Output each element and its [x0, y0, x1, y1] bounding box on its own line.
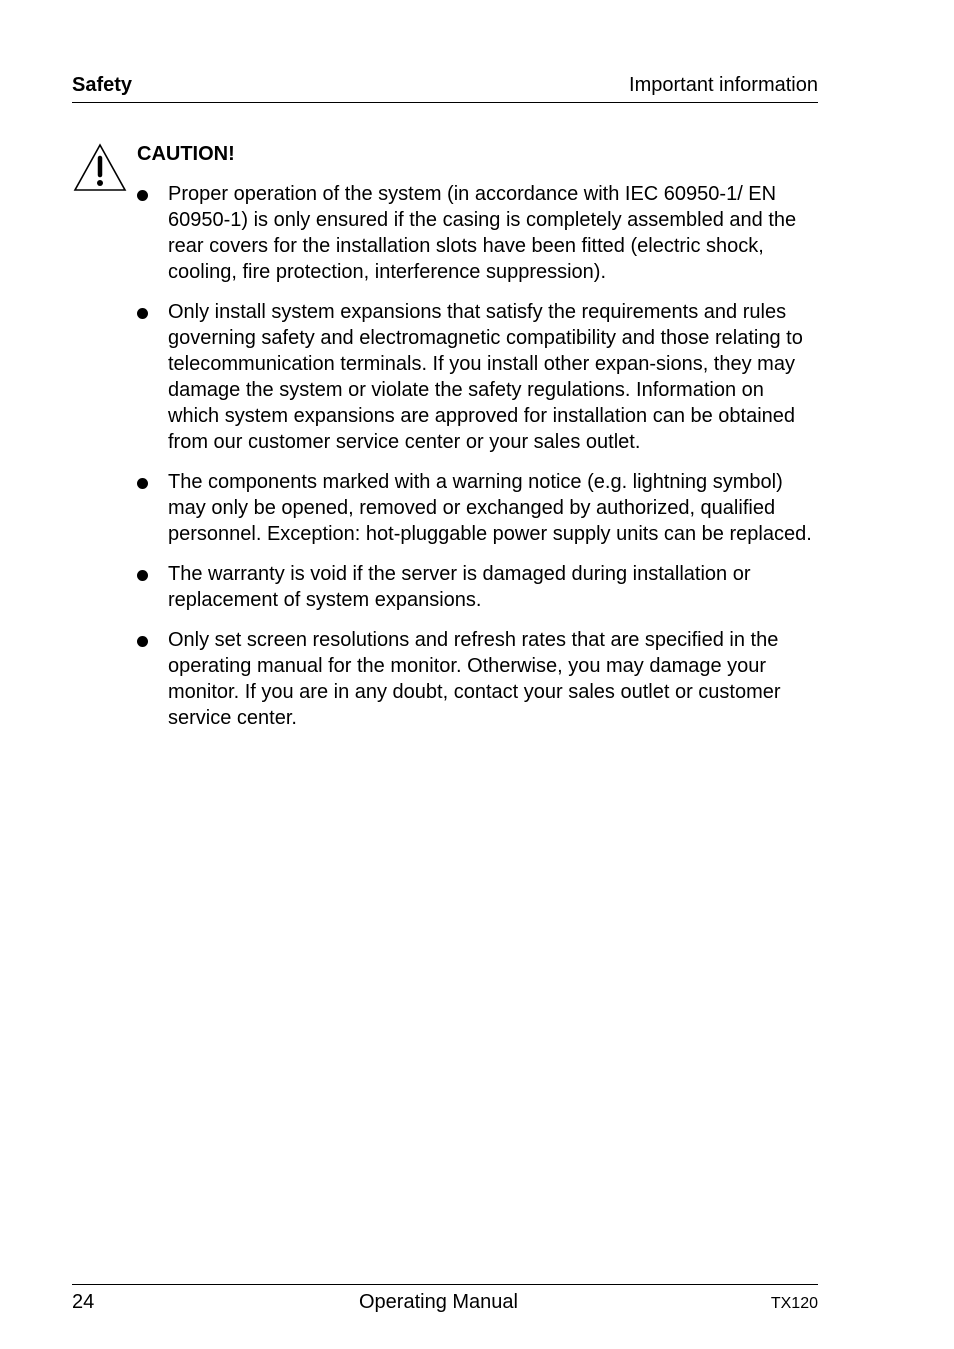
list-item-text: The components marked with a warning notice (e.g. lightning symbol) may only be opened, removed or exchanged by authorized, qualified personnel. Exception: hot-pluggable power supply units can be replaced. — [168, 471, 812, 545]
bullet-icon — [137, 308, 148, 319]
caution-list — [137, 181, 818, 745]
list-item-text: Only set screen resolutions and refresh rates that are specified in the operating manual for the monitor. Otherwise, you may damage your monitor. If you are in any doubt, contact your sales outlet or customer service center. — [168, 629, 781, 729]
list-item — [137, 469, 818, 547]
bullet-icon — [137, 636, 148, 647]
list-item — [137, 299, 818, 455]
warning-triangle-icon — [72, 142, 128, 194]
manual-title: Operating Manual — [359, 1291, 518, 1313]
page-header — [72, 72, 818, 103]
list-item — [137, 561, 818, 613]
list-item-text: Only install system expansions that satisfy the requirements and rules governing safety and electromagnetic compatibility and those relating to telecommunication terminals. If you install other expan-sions, they may damage the system or violate the safety regulations. Information on which system expansions are approved for installation can be obtained from our customer service center or your sales outlet. — [168, 301, 803, 453]
topic-title: Important information — [629, 74, 818, 96]
model-name: TX120 — [770, 1295, 818, 1312]
page-footer — [72, 1284, 818, 1321]
list-item — [137, 181, 818, 285]
caution-heading: CAUTION! — [137, 143, 235, 165]
bullet-icon — [137, 570, 148, 581]
list-item-text: Proper operation of the system (in accordance with IEC 60950-1/ EN 60950-1) is only ensured if the casing is completely assembled and the rear covers for the installation slots have been fitted (electric shock, cooling, fire protection, interference suppression). — [168, 183, 797, 283]
list-item — [137, 627, 818, 731]
page-number: 24 — [72, 1291, 95, 1313]
section-title: Safety — [72, 74, 133, 96]
bullet-icon — [137, 190, 148, 201]
bullet-icon — [137, 478, 148, 489]
list-item-text: The warranty is void if the server is damaged during installation or replacement of system expansions. — [168, 563, 751, 611]
